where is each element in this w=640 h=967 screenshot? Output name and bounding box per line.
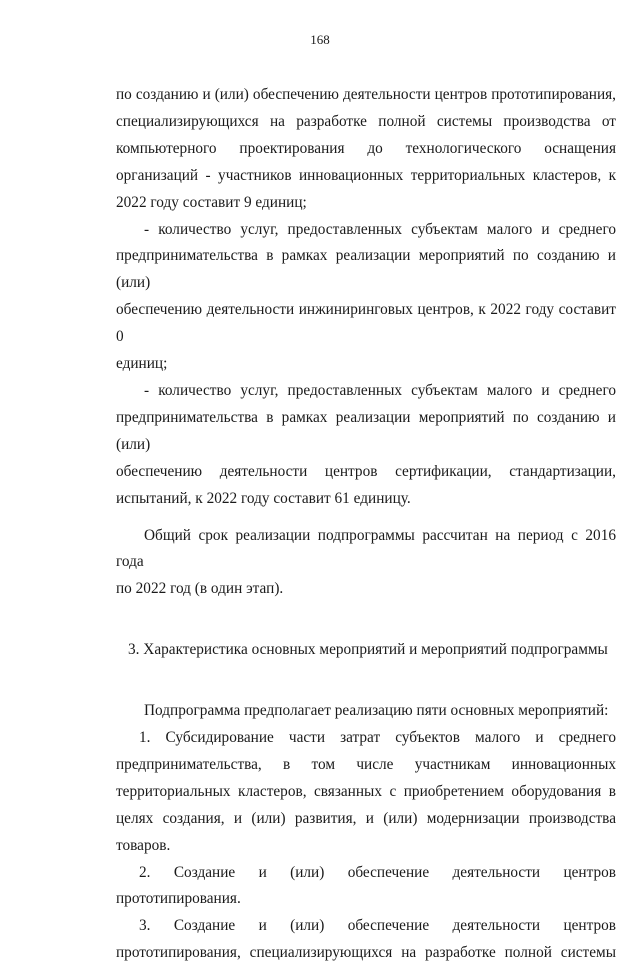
text-line: обеспечению деятельности центров сертификации, стандартизации, [116,462,616,480]
page-body [116,82,616,967]
text-line: единиц; [116,355,168,373]
text-line: предпринимательства, в том числе участникам инновационных [116,755,616,773]
list-item-line: 3. Создание и (или) обеспечение деятельности центров [139,917,616,935]
text-line: товаров. [116,836,171,854]
text-line: организаций - участников инновационных территориальных кластеров, к [116,166,616,184]
text-line: прототипирования. [116,890,241,908]
page-number: 168 [310,32,330,47]
text-line: по созданию и (или) обеспечению деятельности центров прототипирования, [116,86,616,103]
text-line: предпринимательства в рамках реализации мероприятий по созданию и (или) [116,247,616,292]
text-line: прототипирования, специализирующихся на разработке полной системы [116,944,616,962]
text-line: компьютерного проектирования до технологического оснащения [116,139,616,157]
section-heading: 3. Характеристика основных мероприятий и мероприятий подпрограммы [128,641,608,659]
text-line: предпринимательства в рамках реализации мероприятий по созданию и (или) [116,408,616,453]
list-item-line: 2. Создание и (или) обеспечение деятельности центров [139,863,616,881]
paragraph-line: Подпрограмма предполагает реализацию пяти основных мероприятий: [144,702,609,720]
list-item-line: 1. Субсидирование части затрат субъектов малого и среднего [139,729,616,747]
list-item-line: - количество услуг, предоставленных субъектам малого и среднего [144,220,616,238]
text-line: специализирующихся на разработке полной системы производства от [116,112,616,130]
text-line: территориальных кластеров, связанных с приобретением оборудования в [116,782,616,800]
list-item-line: - количество услуг, предоставленных субъектам малого и среднего [144,381,616,399]
text-line: целях создания, и (или) развития, и (или) модернизации производства [116,809,616,827]
text-line: обеспечению деятельности инжиниринговых центров, к 2022 году составит 0 [116,301,616,346]
text-line: по 2022 год (в один этап). [116,580,284,598]
text-line: испытаний, к 2022 году составит 61 единицу. [116,489,411,507]
paragraph-line: Общий срок реализации подпрограммы рассчитан на период с 2016 года [116,526,616,571]
text-line: 2022 году составит 9 единиц; [116,193,307,211]
